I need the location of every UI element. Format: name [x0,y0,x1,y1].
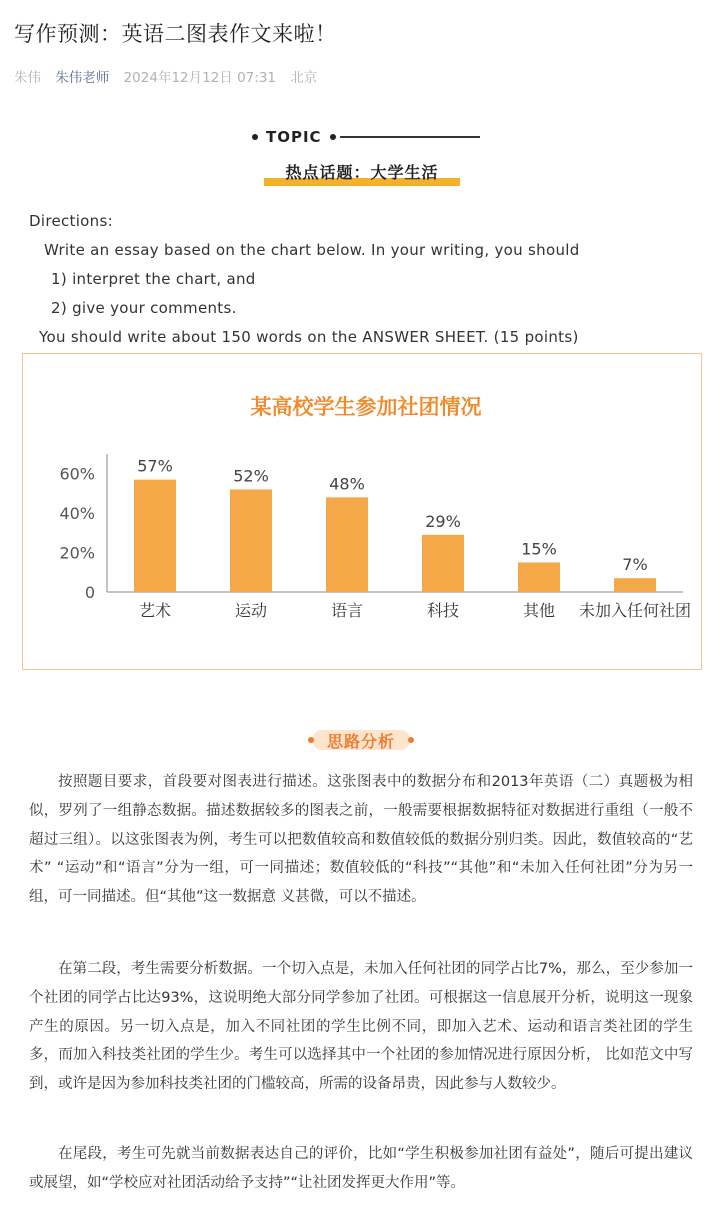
analysis-paragraph-3 [29,1140,693,1198]
x-tick-label: 运动 [234,601,268,620]
chart-canvas [23,354,703,671]
bullet-icon [330,134,336,140]
bar [518,562,560,592]
paragraph-text: 按照题目要求，首段要对图表进行描述。这张图表中的数据分布和2013年英语（二）真题极为相似，罗列了一组静态数据。描述数据较多的图表之前，一般需要根据数据特征对数据进行重组（一般不超过三组）。以这张图表为例，考生可以把数值较高和数值较低的数据分别归类。因此，数值较高的“艺术” “运动”和“语言”分为一组，可一同描述；数值较低的“科技”“其他”和“未加入任何社团”分为另一组，可一同描述。但“其他”这一数据意 义甚微，可以不描述。 [29,774,693,906]
hot-topic-heading [264,160,460,186]
bar [326,497,368,592]
article-meta [14,66,327,86]
bar [614,578,656,592]
directions-line: You should write about 150 words on the ANSWER SHEET. (15 points) [39,328,579,346]
x-tick-label: 语言 [330,601,364,620]
author-link[interactable]: 朱伟老师 [55,70,110,86]
bar-value-label: 29% [425,511,461,531]
directions-heading: Directions: [29,212,113,230]
y-tick-label: 40% [59,504,95,524]
bar-value-label: 15% [521,539,557,559]
bar-value-label: 48% [329,474,365,494]
bar-chart [22,353,702,670]
divider-line [340,136,480,138]
y-tick-label: 20% [59,543,95,563]
hot-topic-text: 热点话题：大学生活 [285,163,439,182]
source-name[interactable]: 朱伟 [14,70,41,86]
bar [230,489,272,592]
analysis-badge-text: 思路分析 [326,732,395,751]
bar [134,480,176,592]
publish-location: 北京 [290,70,318,86]
topic-label: TOPIC [266,128,322,146]
directions-line: 1) interpret the chart, and [51,270,256,288]
directions-line: Write an essay based on the chart below. In your writing, you should [44,241,580,259]
analysis-paragraph-2 [29,955,693,1099]
x-tick-label: 未加入任何社团 [578,601,692,620]
bullet-icon [252,134,258,140]
analysis-paragraph-1 [29,768,693,912]
x-tick-label: 科技 [426,601,460,620]
chart-title: 某高校学生参加社团情况 [250,395,482,419]
bar [422,535,464,592]
x-tick-label: 其他 [522,601,556,620]
y-tick-label: 60% [59,464,95,484]
bar-value-label: 7% [622,555,648,575]
article-title: 写作预测：英语二图表作文来啦！ [14,22,337,46]
directions-line: 2) give your comments. [51,299,237,317]
x-tick-label: 艺术 [138,601,172,620]
publish-datetime: 2024年12月12日 07:31 [123,70,277,86]
y-tick-label: 0 [84,583,95,602]
paragraph-text: 在尾段，考生可先就当前数据表达自己的评价，比如“学生积极参加社团有益处”，随后可提出建议或展望，如“学校应对社团活动给予支持”“让社团发挥更大作用”等。 [29,1146,693,1191]
bar-value-label: 57% [137,456,173,476]
analysis-badge [306,726,416,754]
topic-header [252,127,480,147]
paragraph-text: 在第二段，考生需要分析数据。一个切入点是，未加入任何社团的同学占比7%，那么，至少参加一个社团的同学占比达93%，这说明绝大部分同学参加了社团。可根据这一信息展开分析，说明这一现象产生的原因。另一切入点是，加入不同社团的学生比例不同，即加入艺术、运动和语言类社团的学生多，而加入科技类社团的学生少。考生可以选择其中一个社团的参加情况进行原因分析， 比如范文中写到，或许是因为参加科技类社团的门槛较高，所需的设备昂贵，因此参与人数较少。 [29,961,693,1093]
bar-value-label: 52% [233,466,269,486]
